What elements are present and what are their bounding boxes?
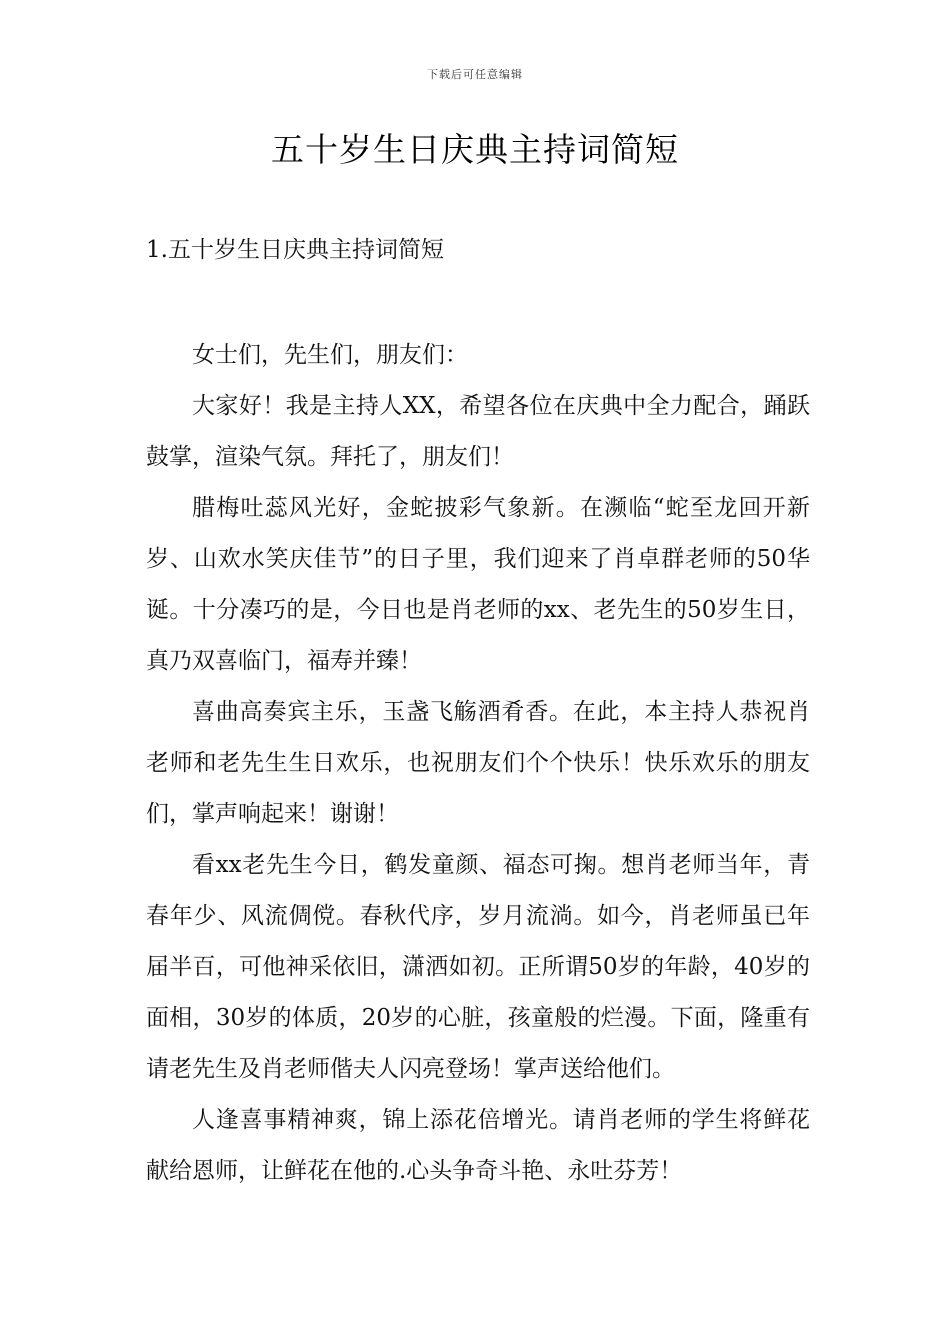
paragraph-greeting: 女士们，先生们，朋友们： <box>192 342 468 368</box>
header-note: 下载后可任意编辑 <box>427 68 523 81</box>
body-text <box>146 330 810 1197</box>
section-heading: 1.五十岁生日庆典主持词简短 <box>146 237 444 263</box>
document-title: 五十岁生日庆典主持词简短 <box>271 130 679 169</box>
paragraph-tribute: 看xx老先生今日，鹤发童颜、福态可掬。想肖老师当年，青春年少、风流倜傥。春秋代序，岁月流淌。如今，肖老师虽已年届半百，可他神采依旧，潇洒如初。正所谓50岁的年龄，40岁的面相，30岁的体质，20岁的心脏，孩童般的烂漫。下面，隆重有请老先生及肖老师偕夫人闪亮登场！掌声送给他们。 <box>146 852 810 1082</box>
paragraph-flowers: 人逢喜事精神爽，锦上添花倍增光。请肖老师的学生将鲜花献给恩师，让鲜花在他的.心头争奇斗艳、永吐芬芳！ <box>146 1107 810 1184</box>
paragraph-blessing: 喜曲高奏宾主乐，玉盏飞觞酒肴香。在此，本主持人恭祝肖老师和老先生生日欢乐，也祝朋友们个个快乐！快乐欢乐的朋友们，掌声响起来！谢谢！ <box>146 699 810 827</box>
paragraph-occasion: 腊梅吐蕊风光好，金蛇披彩气象新。在濒临“蛇至龙回开新岁、山欢水笑庆佳节”的日子里，我们迎来了肖卓群老师的50华诞。十分凑巧的是，今日也是肖老师的xx、老先生的50岁生日，真乃双喜临门，福寿并臻！ <box>146 495 810 674</box>
paragraph-intro: 大家好！我是主持人XX，希望各位在庆典中全力配合，踊跃鼓掌，渲染气氛。拜托了，朋友们！ <box>146 393 810 470</box>
